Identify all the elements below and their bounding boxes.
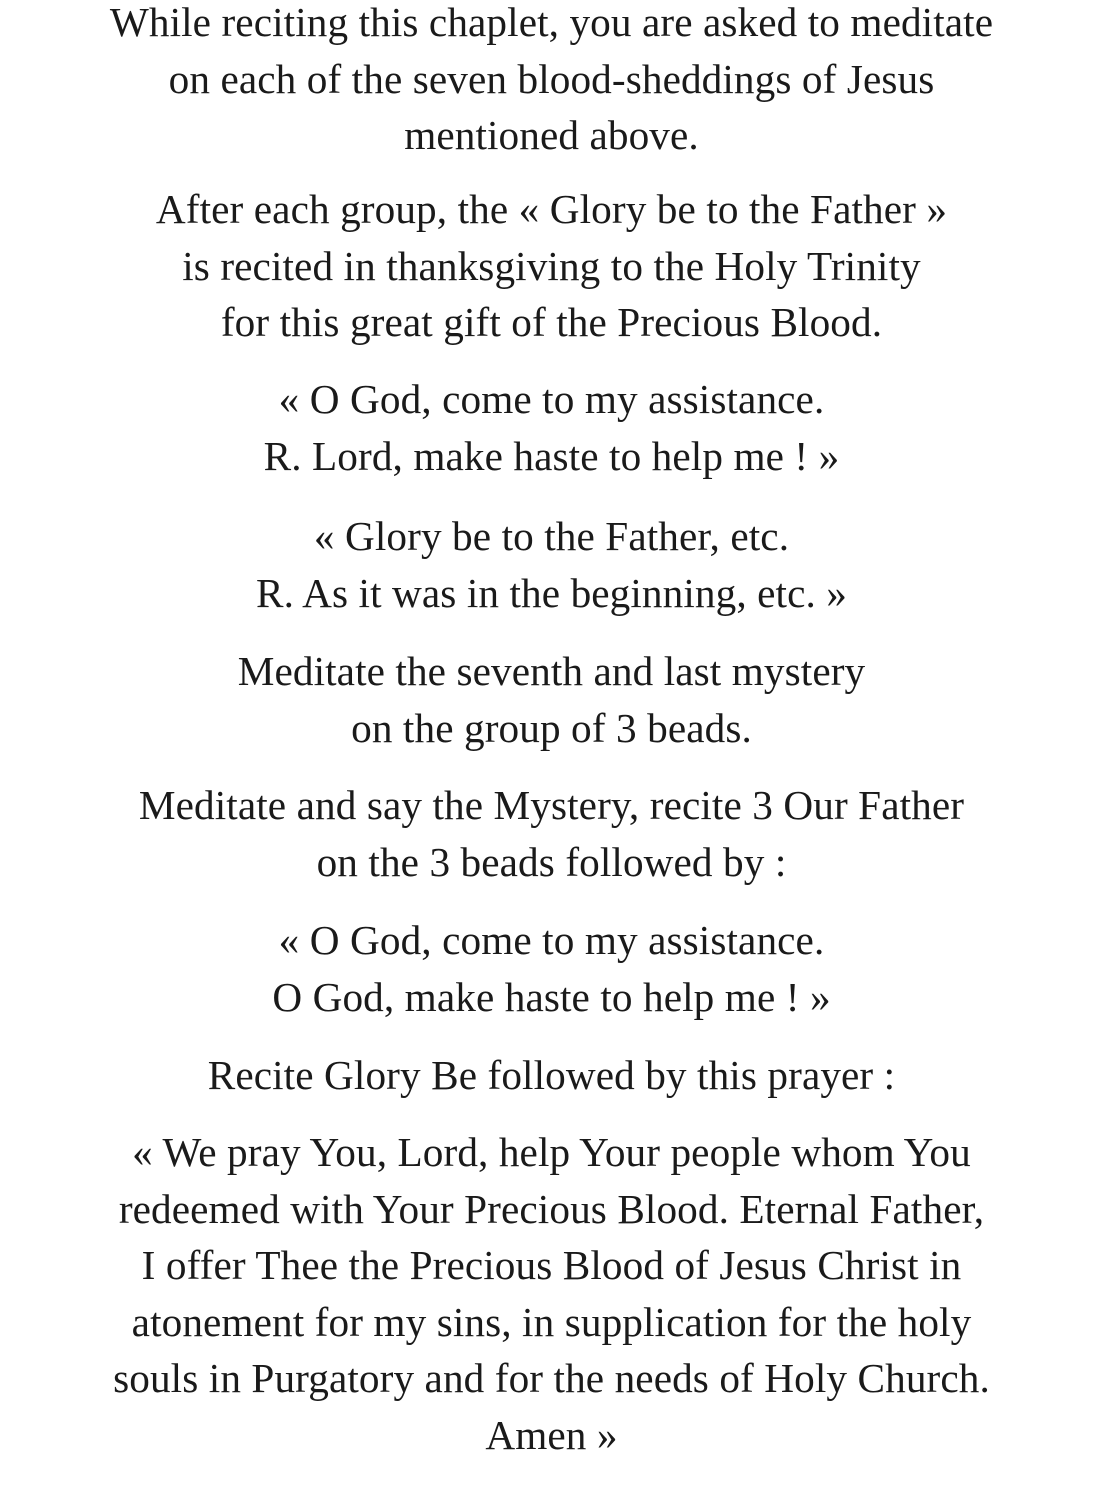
text-line: After each group, the « Glory be to the Father » [155,186,948,232]
paragraph-glory-be-instruction [0,1047,1103,1104]
paragraph-versicle-1 [0,371,1103,484]
text-line: « O God, come to my assistance. [278,917,825,963]
text-line: I offer Thee the Precious Blood of Jesus Christ in [141,1242,962,1288]
text-line: for this great gift of the Precious Blood. [220,299,883,345]
paragraph-versicle-2 [0,912,1103,1025]
text-line: Meditate the seventh and last mystery [237,648,866,694]
text-line: « Glory be to the Father, etc. [313,513,790,559]
text-line: R. As it was in the beginning, etc. » [255,569,847,616]
text-line: « We pray You, Lord, help Your people whom You [132,1129,971,1175]
text-line: Recite Glory Be followed by this prayer : [207,1052,896,1098]
text-line: on the group of 3 beads. [351,704,752,751]
text-line: redeemed with Your Precious Blood. Eternal Father, [118,1185,985,1232]
paragraph-our-father-instruction [0,777,1103,890]
paragraph-glory-versicle [0,508,1103,621]
text-line: on each of the seven blood-sheddings of Jesus [168,55,935,102]
text-line: atonement for my sins, in supplication for the holy [131,1298,972,1345]
text-line: Meditate and say the Mystery, recite 3 Our Father [138,782,965,828]
text-line: Amen » [485,1411,618,1458]
text-line: « O God, come to my assistance. [278,376,825,422]
text-line: souls in Purgatory and for the needs of Holy Church. [113,1355,990,1401]
text-line: mentioned above. [404,112,699,158]
paragraph-glory-instruction [0,181,1103,351]
text-line: on the 3 beads followed by : [316,838,787,885]
paragraph-intro [0,0,1103,164]
paragraph-seventh-mystery [0,643,1103,756]
paragraph-closing-prayer [0,1124,1103,1463]
text-line: R. Lord, make haste to help me ! » [263,432,840,479]
text-line: O God, make haste to help me ! » [272,973,831,1020]
text-line: While reciting this chaplet, you are asked to meditate [109,0,994,45]
text-line: is recited in thanksgiving to the Holy Trinity [182,242,921,289]
